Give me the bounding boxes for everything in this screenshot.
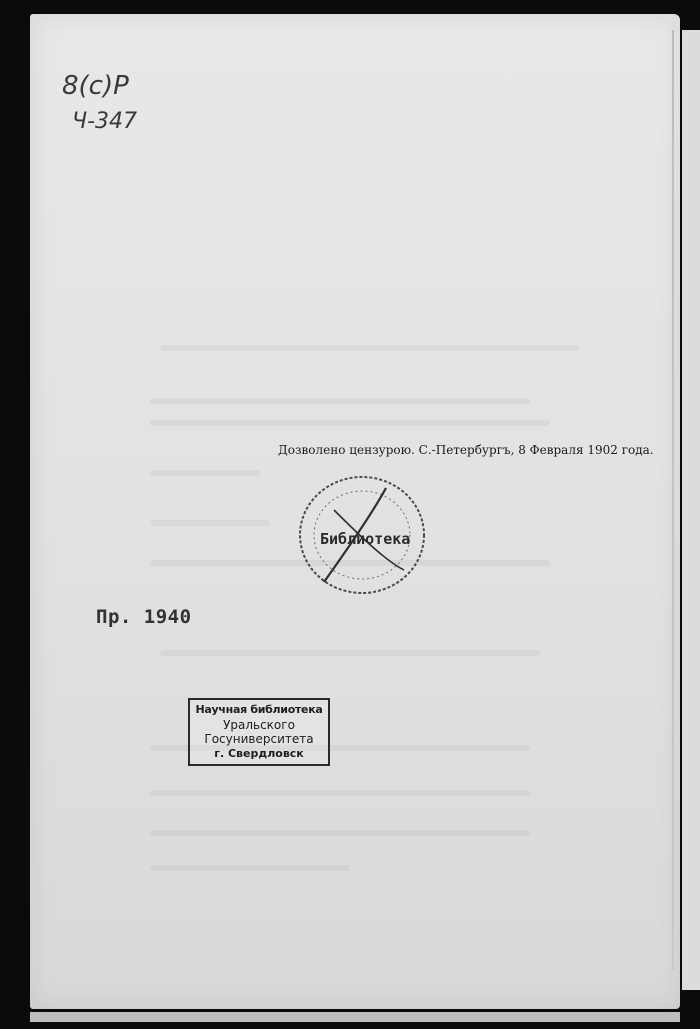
- bleed-through-line: [150, 420, 550, 426]
- bleed-through-line: [160, 345, 580, 351]
- censorship-note: Дозволено цензурою. С.-Петербургъ, 8 Февраля 1902 года.: [278, 443, 654, 457]
- bleed-through-line: [150, 398, 530, 404]
- round-stamp-text: Библиотека: [320, 530, 411, 548]
- bleed-through-line: [150, 865, 350, 871]
- bleed-through-line: [160, 650, 540, 656]
- handwritten-line-1: 8(с)Р: [62, 71, 129, 101]
- library-stamp-line-2: Уральского: [223, 717, 295, 732]
- page-fold: [672, 30, 674, 970]
- handwritten-shelfmark: [62, 68, 137, 140]
- bleed-through-line: [150, 830, 530, 836]
- bleed-through-line: [150, 790, 530, 796]
- library-stamp-line-3: Госуниверситета: [204, 732, 314, 746]
- adjacent-page-edge: [682, 30, 700, 990]
- inventory-number: Пр. 1940: [96, 606, 192, 628]
- library-stamp-line-4: г. Свердловск: [214, 746, 304, 760]
- round-library-stamp: [294, 470, 430, 600]
- rectangular-library-stamp: [188, 698, 330, 766]
- handwritten-line-2: Ч-347: [72, 109, 138, 134]
- scan-bottom-strip: [30, 1012, 680, 1022]
- bleed-through-line: [150, 520, 270, 526]
- bleed-through-line: [150, 470, 260, 476]
- library-stamp-line-1: Научная библиотека: [195, 703, 323, 716]
